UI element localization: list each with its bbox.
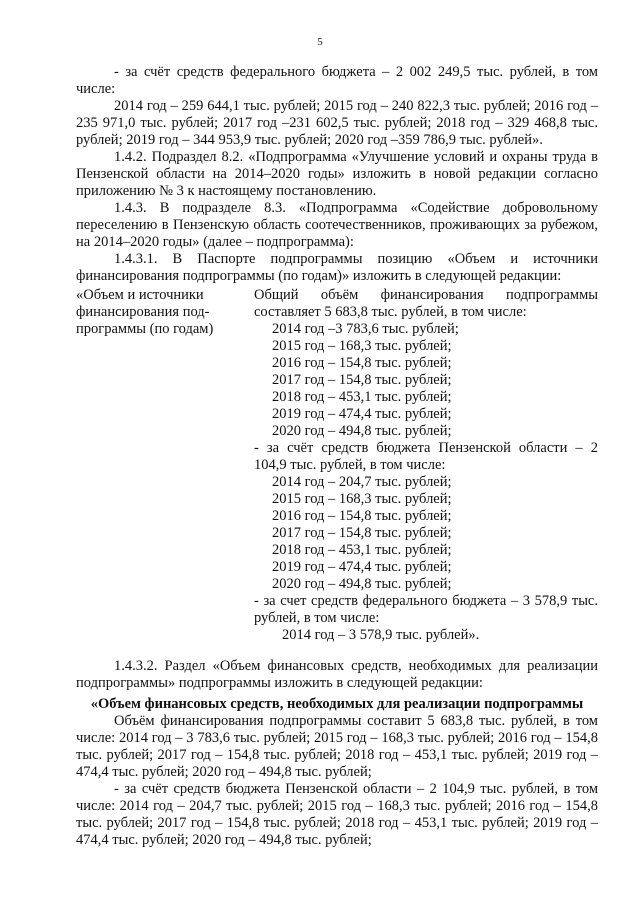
- page-number: 5: [317, 36, 323, 48]
- paragraph-federal-budget: - за счёт средств федерального бюджета – 2 002 249,5 тыс. рублей, в том числе:: [76, 64, 598, 97]
- total-year-2014: 2014 год –3 783,6 тыс. рублей;: [272, 321, 459, 337]
- total-year-2018: 2018 год – 453,1 тыс. рублей;: [272, 389, 452, 405]
- document-body: [76, 64, 598, 849]
- total-year-2016: 2016 год – 154,8 тыс. рублей;: [272, 355, 452, 371]
- total-year-2020: 2020 год – 494,8 тыс. рублей;: [272, 423, 452, 439]
- paragraph-1-4-3-2: 1.4.3.2. Раздел «Объем финансовых средств, необходимых для реализации подпрограммы» подпрограммы изложить в следующей редакции:: [76, 658, 598, 691]
- regional-financing-intro: - за счёт средств бюджета Пензенской области – 2 104,9 тыс. рублей, в том числе:: [254, 440, 598, 473]
- total-year-2019: 2019 год – 474,4 тыс. рублей;: [272, 406, 452, 422]
- table-label-line: финансирования под-: [76, 304, 210, 320]
- passport-table-value: [254, 287, 598, 644]
- paragraph-1-4-3: 1.4.3. В подразделе 8.3. «Подпрограмма «Содействие добровольному переселению в Пензенскую область соотечественников, проживающих за рубежом, на 2014–2020 годы» (далее – подпрограмма):: [76, 200, 598, 250]
- passport-table-label: [76, 287, 254, 644]
- paragraph-federal-years: 2014 год – 259 644,1 тыс. рублей; 2015 год – 240 822,3 тыс. рублей; 2016 год – 235 971,0 тыс. рублей; 2017 год –231 602,5 тыс. рублей; 2018 год – 329 468,8 тыс. рублей; 2019 год – 344 953,9 тыс. рублей; 2020 год –359 786,9 тыс. рублей».: [76, 98, 598, 148]
- regional-year-2019: 2019 год – 474,4 тыс. рублей;: [272, 559, 452, 575]
- regional-year-2018: 2018 год – 453,1 тыс. рублей;: [272, 542, 452, 558]
- paragraph-regional-volume: - за счёт средств бюджета Пензенской области – 2 104,9 тыс. рублей, в том числе: 2014 год – 204,7 тыс. рублей; 2015 год – 168,3 тыс. рублей; 2016 год – 154,8 тыс. рублей; 2017 год – 154,8 тыс. рублей; 2018 год – 453,1 тыс. рублей; 2019 год – 474,4 тыс. рублей; 2020 год – 494,8 тыс. рублей;: [76, 781, 598, 848]
- total-year-2015: 2015 год – 168,3 тыс. рублей;: [272, 338, 452, 354]
- regional-year-2020: 2020 год – 494,8 тыс. рублей;: [272, 576, 452, 592]
- paragraph-1-4-2: 1.4.2. Подраздел 8.2. «Подпрограмма «Улучшение условий и охраны труда в Пензенской области на 2014–2020 годы» изложить в новой редакции согласно приложению № 3 к настоящему постановлению.: [76, 149, 598, 199]
- table-label-line: программы (по годам): [76, 321, 214, 337]
- regional-year-2017: 2017 год – 154,8 тыс. рублей;: [272, 525, 452, 541]
- federal-financing-intro: - за счет средств федерального бюджета – 3 578,9 тыс. рублей, в том числе:: [254, 593, 598, 626]
- passport-table: [76, 287, 598, 644]
- regional-year-2015: 2015 год – 168,3 тыс. рублей;: [272, 491, 452, 507]
- federal-year-2014: 2014 год – 3 578,9 тыс. рублей».: [282, 627, 480, 643]
- total-financing-intro: Общий объём финансирования подпрограммы составляет 5 683,8 тыс. рублей, в том числе:: [254, 287, 598, 320]
- paragraph-1-4-3-1: 1.4.3.1. В Паспорте подпрограммы позицию «Объем и источники финансирования подпрограммы (по годам)» изложить в следующей редакции:: [76, 251, 598, 284]
- regional-year-2014: 2014 год – 204,7 тыс. рублей;: [272, 474, 452, 490]
- section-heading: «Объем финансовых средств, необходимых для реализации подпрограммы: [90, 696, 584, 712]
- table-label-line: «Объем и источники: [76, 287, 204, 303]
- paragraph-total-volume: Объём финансирования подпрограммы составит 5 683,8 тыс. рублей, в том числе: 2014 год – 3 783,6 тыс. рублей; 2015 год – 168,3 тыс. рублей; 2016 год – 154,8 тыс. рублей; 2017 год – 154,8 тыс. рублей; 2018 год – 453,1 тыс. рублей; 2019 год – 474,4 тыс. рублей; 2020 год – 494,8 тыс. рублей;: [76, 713, 598, 780]
- regional-year-2016: 2016 год – 154,8 тыс. рублей;: [272, 508, 452, 524]
- total-year-2017: 2017 год – 154,8 тыс. рублей;: [272, 372, 452, 388]
